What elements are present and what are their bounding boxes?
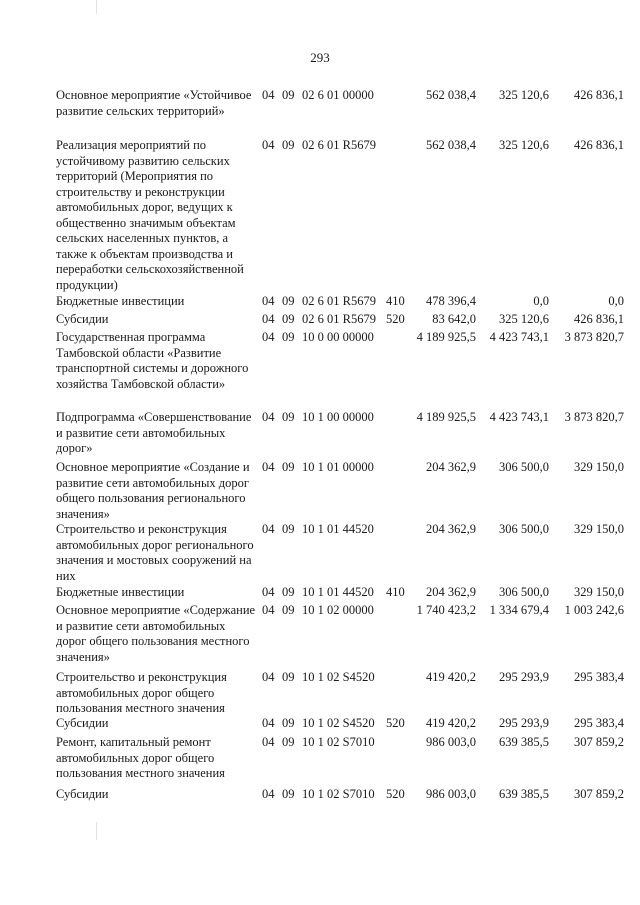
amount-year-3: 3 873 820,7 — [564, 330, 624, 344]
amount-year-1: 4 189 925,5 — [416, 410, 476, 424]
subsection-code: 09 — [282, 330, 295, 344]
expense-type-code: 520 — [386, 716, 405, 730]
amount-year-3: 426 836,1 — [574, 312, 624, 326]
amount-year-1: 204 362,9 — [426, 460, 476, 474]
section-code: 04 — [262, 522, 275, 536]
amount-year-2: 306 500,0 — [499, 585, 549, 599]
section-code: 04 — [262, 585, 275, 599]
amount-year-2: 306 500,0 — [499, 460, 549, 474]
section-code: 04 — [262, 460, 275, 474]
amount-year-3: 329 150,0 — [574, 585, 624, 599]
subsection-code: 09 — [282, 603, 295, 617]
expense-type-code: 410 — [386, 585, 405, 599]
amount-year-1: 204 362,9 — [426, 522, 476, 536]
row-name: Ремонт, капитальный ремонт автомобильных дорог общего пользования местного значения — [56, 735, 225, 780]
amount-year-3: 329 150,0 — [574, 460, 624, 474]
expense-type-code: 520 — [386, 787, 405, 801]
amount-year-1: 419 420,2 — [426, 670, 476, 684]
section-code: 04 — [262, 716, 275, 730]
target-article-code: 10 1 02 S7010 — [302, 735, 375, 749]
target-article-code: 02 6 01 00000 — [302, 88, 374, 102]
amount-year-2: 1 334 679,4 — [489, 603, 549, 617]
amount-year-3: 307 859,2 — [574, 787, 624, 801]
amount-year-1: 986 003,0 — [426, 735, 476, 749]
amount-year-3: 329 150,0 — [574, 522, 624, 536]
amount-year-1: 562 038,4 — [426, 138, 476, 152]
amount-year-1: 4 189 925,5 — [416, 330, 476, 344]
subsection-code: 09 — [282, 88, 295, 102]
subsection-code: 09 — [282, 294, 295, 308]
amount-year-1: 83 642,0 — [432, 312, 476, 326]
section-code: 04 — [262, 787, 275, 801]
page-number: 293 — [310, 50, 330, 65]
amount-year-2: 639 385,5 — [499, 735, 549, 749]
row-name: Субсидии — [56, 312, 109, 326]
section-code: 04 — [262, 138, 275, 152]
target-article-code: 10 1 02 S7010 — [302, 787, 375, 801]
scan-edge-mark-bottom — [96, 822, 97, 840]
amount-year-2: 325 120,6 — [499, 88, 549, 102]
amount-year-2: 4 423 743,1 — [489, 330, 549, 344]
target-article-code: 02 6 01 R5679 — [302, 138, 376, 152]
amount-year-2: 306 500,0 — [499, 522, 549, 536]
subsection-code: 09 — [282, 410, 295, 424]
target-article-code: 10 1 02 S4520 — [302, 670, 375, 684]
amount-year-3: 3 873 820,7 — [564, 410, 624, 424]
section-code: 04 — [262, 88, 275, 102]
amount-year-3: 295 383,4 — [574, 716, 624, 730]
amount-year-3: 307 859,2 — [574, 735, 624, 749]
expense-type-code: 410 — [386, 294, 405, 308]
subsection-code: 09 — [282, 460, 295, 474]
section-code: 04 — [262, 735, 275, 749]
target-article-code: 10 1 02 S4520 — [302, 716, 375, 730]
target-article-code: 10 1 00 00000 — [302, 410, 374, 424]
row-name: Государственная программа Тамбовской области «Развитие транспортной системы и дорожного хозяйства Тамбовской области» — [56, 330, 249, 391]
amount-year-3: 0,0 — [608, 294, 624, 308]
row-name: Бюджетные инвестиции — [56, 294, 185, 308]
target-article-code: 10 0 00 00000 — [302, 330, 374, 344]
subsection-code: 09 — [282, 138, 295, 152]
subsection-code: 09 — [282, 522, 295, 536]
amount-year-1: 1 740 423,2 — [416, 603, 476, 617]
amount-year-1: 986 003,0 — [426, 787, 476, 801]
row-name: Подпрограмма «Совершенствование и развитие сети автомобильных дорог» — [56, 410, 252, 455]
amount-year-1: 204 362,9 — [426, 585, 476, 599]
amount-year-2: 639 385,5 — [499, 787, 549, 801]
row-name: Основное мероприятие «Содержание и развитие сети автомобильных дорог общего пользования местного значения» — [56, 603, 256, 664]
subsection-code: 09 — [282, 312, 295, 326]
amount-year-1: 419 420,2 — [426, 716, 476, 730]
target-article-code: 02 6 01 R5679 — [302, 312, 376, 326]
row-name: Основное мероприятие «Устойчивое развитие сельских территорий» — [56, 88, 252, 118]
section-code: 04 — [262, 312, 275, 326]
scan-edge-mark-top — [96, 0, 97, 14]
subsection-code: 09 — [282, 670, 295, 684]
row-name: Бюджетные инвестиции — [56, 585, 185, 599]
amount-year-2: 325 120,6 — [499, 138, 549, 152]
subsection-code: 09 — [282, 716, 295, 730]
row-name: Строительство и реконструкция автомобильных дорог общего пользования местного значения — [56, 670, 227, 715]
section-code: 04 — [262, 330, 275, 344]
amount-year-2: 295 293,9 — [499, 670, 549, 684]
expense-type-code: 520 — [386, 312, 405, 326]
amount-year-2: 325 120,6 — [499, 312, 549, 326]
row-name: Субсидии — [56, 787, 109, 801]
target-article-code: 02 6 01 R5679 — [302, 294, 376, 308]
amount-year-2: 295 293,9 — [499, 716, 549, 730]
amount-year-3: 426 836,1 — [574, 88, 624, 102]
row-name: Строительство и реконструкция автомобильных дорог регионального значения и мостовых сооружений на них — [56, 522, 254, 583]
amount-year-3: 1 003 242,6 — [564, 603, 624, 617]
amount-year-3: 295 383,4 — [574, 670, 624, 684]
target-article-code: 10 1 01 00000 — [302, 460, 374, 474]
amount-year-1: 478 396,4 — [426, 294, 476, 308]
section-code: 04 — [262, 294, 275, 308]
section-code: 04 — [262, 603, 275, 617]
amount-year-2: 4 423 743,1 — [489, 410, 549, 424]
subsection-code: 09 — [282, 787, 295, 801]
row-name: Реализация мероприятий по устойчивому развитию сельских территорий (Мероприятия по строительству и реконструкции автомобильных дорог, ведущих к общественно значимым объектам сельских населенных пунктов, а также к объектам производства и переработки сельскохозяйственной продукции) — [56, 138, 244, 292]
row-name: Основное мероприятие «Создание и развитие сети автомобильных дорог общего пользования регионального значения» — [56, 460, 250, 521]
amount-year-2: 0,0 — [533, 294, 549, 308]
amount-year-1: 562 038,4 — [426, 88, 476, 102]
amount-year-3: 426 836,1 — [574, 138, 624, 152]
target-article-code: 10 1 01 44520 — [302, 522, 374, 536]
subsection-code: 09 — [282, 735, 295, 749]
target-article-code: 10 1 02 00000 — [302, 603, 374, 617]
subsection-code: 09 — [282, 585, 295, 599]
section-code: 04 — [262, 670, 275, 684]
section-code: 04 — [262, 410, 275, 424]
target-article-code: 10 1 01 44520 — [302, 585, 374, 599]
row-name: Субсидии — [56, 716, 109, 730]
